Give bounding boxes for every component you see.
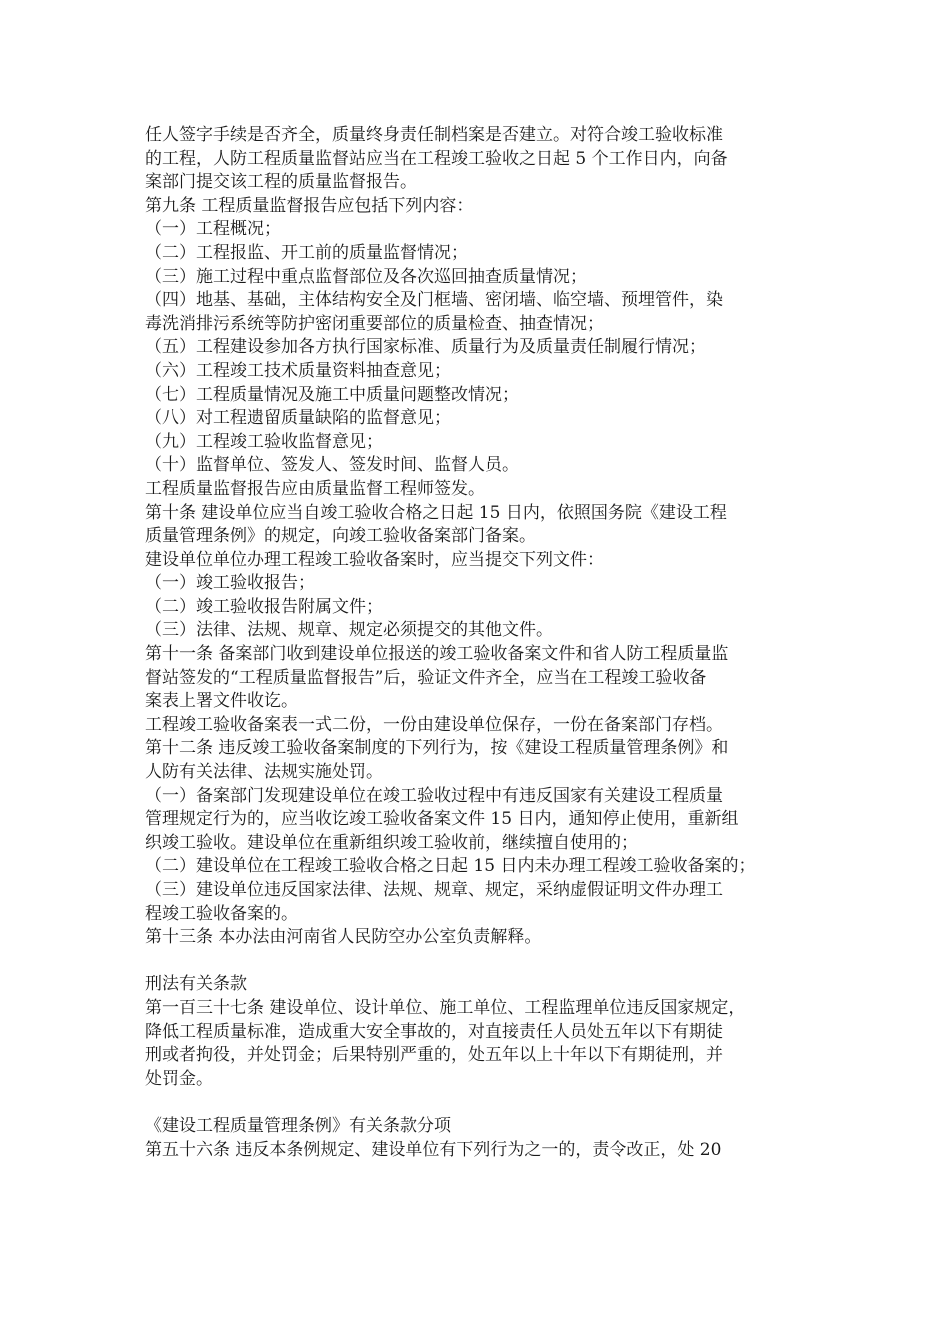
text-line: （一）竣工验收报告；: [145, 573, 315, 594]
text-line: 第十三条 本办法由河南省人民防空办公室负责解释。: [145, 927, 542, 948]
text-line: （四）地基、基础，主体结构安全及门框墙、密闭墙、临空墙、预埋管件，染: [145, 290, 723, 311]
text-line: （十）监督单位、签发人、签发时间、监督人员。: [145, 455, 519, 476]
text-line: 的工程，人防工程质量监督站应当在工程竣工验收之日起 5 个工作日内，向备: [145, 148, 728, 169]
blank-line: [145, 950, 810, 974]
text-line: （九）工程竣工验收监督意见；: [145, 431, 383, 452]
text-line: （五）工程建设参加各方执行国家标准、质量行为及质量责任制履行情况；: [145, 337, 706, 358]
text-line: 任人签字手续是否齐全，质量终身责任制档案是否建立。对符合竣工验收标准: [145, 125, 723, 145]
text-line: 第十二条 违反竣工验收备案制度的下列行为，按《建设工程质量管理条例》和: [145, 738, 729, 759]
text-line: （二）工程报监、开工前的质量监督情况；: [145, 242, 468, 263]
text-line: （三）施工过程中重点监督部位及各次巡回抽查质量情况；: [145, 266, 587, 287]
text-line: 第十条 建设单位应当自竣工验收合格之日起 15 日内，依照国务院《建设工程: [145, 502, 727, 523]
text-line: 《建设工程质量管理条例》有关条款分项: [145, 1115, 451, 1136]
text-line: 刑或者拘役，并处罚金；后果特别严重的，处五年以上十年以下有期徒刑，并: [145, 1045, 723, 1066]
text-line: 工程竣工验收备案表一式二份，一份由建设单位保存，一份在备案部门存档。: [145, 714, 723, 735]
text-line: （八）对工程遗留质量缺陷的监督意见；: [145, 408, 451, 429]
blank-line: [145, 1091, 810, 1115]
text-line: 案部门提交该工程的质量监督报告。: [145, 172, 417, 193]
text-line: 第五十六条 违反本条例规定、建设单位有下列行为之一的，责令改正，处 20: [145, 1139, 722, 1160]
text-line: 质量管理条例》的规定，向竣工验收备案部门备案。: [145, 526, 536, 547]
text-line: 案表上署文件收讫。: [145, 691, 298, 712]
text-line: 毒洗消排污系统等防护密闭重要部位的质量检查、抽查情况；: [145, 313, 604, 334]
text-line: （二）建设单位在工程竣工验收合格之日起 15 日内未办理工程竣工验收备案的；: [145, 856, 756, 877]
document-body: [145, 124, 810, 1162]
text-line: 刑法有关条款: [145, 974, 247, 995]
text-line: 管理规定行为的，应当收讫竣工验收备案文件 15 日内，通知停止使用，重新组: [145, 809, 739, 830]
text-line: （三）建设单位违反国家法律、法规、规章、规定，采纳虚假证明文件办理工: [145, 880, 723, 900]
text-line: 第九条 工程质量监督报告应包括下列内容：: [145, 195, 474, 216]
text-line: 工程质量监督报告应由质量监督工程师签发。: [145, 478, 485, 499]
text-line: 程竣工验收备案的。: [145, 903, 298, 924]
text-line: 建设单位单位办理工程竣工验收备案时，应当提交下列文件：: [145, 549, 604, 570]
text-line: 第一百三十七条 建设单位、设计单位、施工单位、工程监理单位违反国家规定，: [145, 997, 746, 1018]
text-line: （一）备案部门发现建设单位在竣工验收过程中有违反国家有关建设工程质量: [145, 785, 723, 806]
text-line: 督站签发的“工程质量监督报告”后，验证文件齐全，应当在工程竣工验收备: [145, 667, 707, 688]
text-line: （一）工程概况；: [145, 219, 281, 240]
text-line: （七）工程质量情况及施工中质量问题整改情况；: [145, 384, 519, 405]
text-line: 处罚金。: [145, 1068, 213, 1089]
text-line: （二）竣工验收报告附属文件；: [145, 596, 383, 617]
text-line: （六）工程竣工技术质量资料抽查意见；: [145, 360, 451, 381]
text-line: 第十一条 备案部门收到建设单位报送的竣工验收备案文件和省人防工程质量监: [145, 644, 729, 665]
text-line: （三）法律、法规、规章、规定必须提交的其他文件。: [145, 620, 553, 641]
text-line: 人防有关法律、法规实施处罚。: [145, 762, 383, 783]
text-line: 织竣工验收。建设单位在重新组织竣工验收前，继续擅自使用的；: [145, 832, 638, 853]
text-line: 降低工程质量标准，造成重大安全事故的，对直接责任人员处五年以下有期徒: [145, 1021, 723, 1042]
